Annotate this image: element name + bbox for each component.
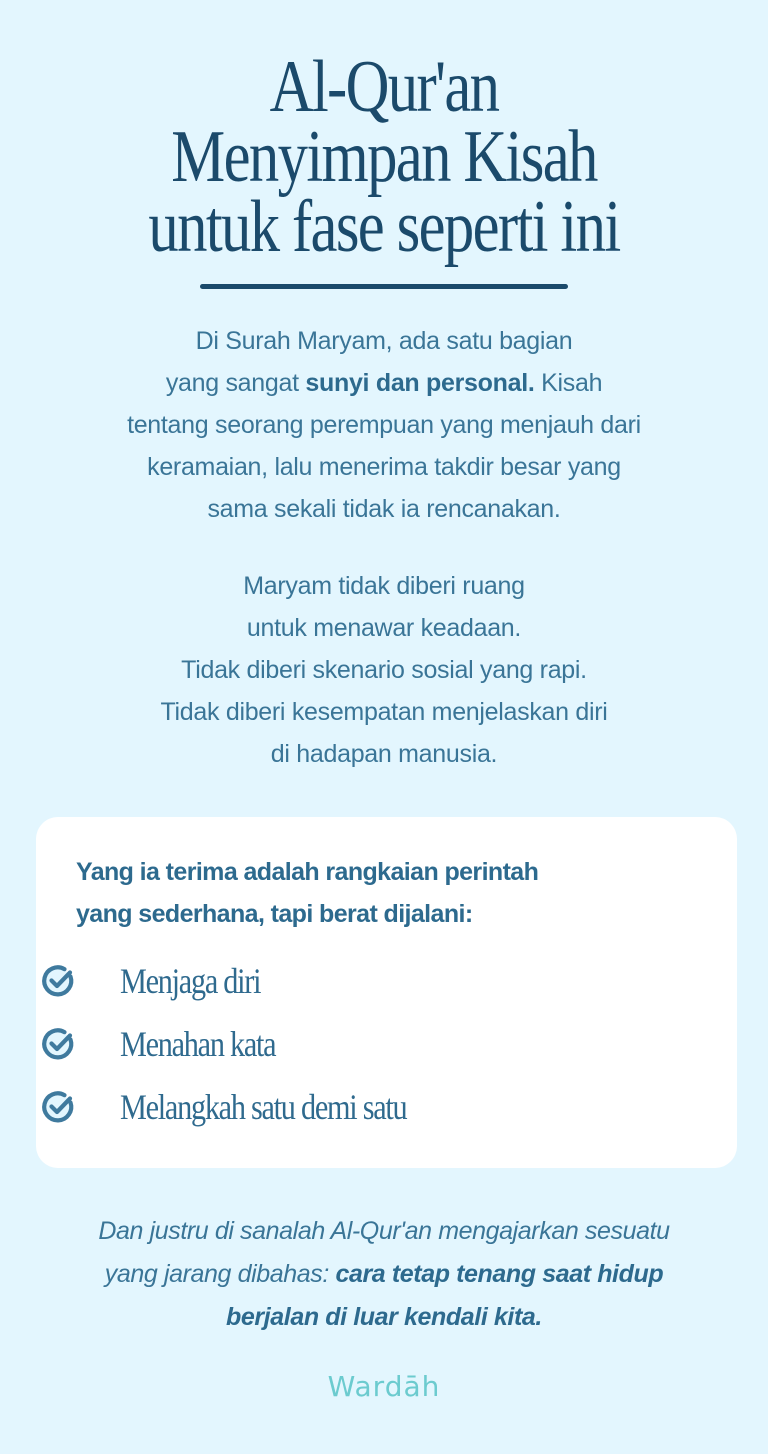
- check-circle-icon: [40, 963, 76, 999]
- intro-line-5: sama sekali tidak ia rencanakan.: [207, 495, 561, 523]
- second-line-2: untuk menawar keadaan.: [246, 614, 522, 642]
- checklist-label: Menahan kata: [120, 1024, 276, 1064]
- intro-paragraph: [0, 320, 768, 530]
- second-line-1: Maryam tidak diberi ruang: [243, 572, 525, 600]
- intro-line-3: tentang seorang perempuan yang menjauh dari: [127, 411, 641, 439]
- card-heading-line-1: Yang ia terima adalah rangkaian perintah: [76, 858, 539, 886]
- closing-paragraph: [0, 1210, 768, 1339]
- title-divider: [200, 284, 568, 289]
- checklist-item: [40, 1082, 461, 1132]
- second-paragraph: [0, 565, 768, 775]
- intro-line-4: keramaian, lalu menerima takdir besar yang: [147, 453, 621, 481]
- second-line-3: Tidak diberi skenario sosial yang rapi.: [181, 656, 587, 684]
- closing-line-3: [0, 1296, 768, 1339]
- title-line-1: Al-Qur'an: [269, 46, 499, 128]
- closing-emphasis-1: cara tetap tenang saat hidup: [335, 1260, 664, 1288]
- closing-line-2: [0, 1253, 768, 1296]
- intro-line-2-post: Kisah: [534, 369, 603, 397]
- intro-line-2: [0, 362, 768, 404]
- intro-line-2-pre: yang sangat: [165, 369, 306, 397]
- second-line-5: di hadapan manusia.: [270, 740, 498, 768]
- checklist-item: [40, 1019, 305, 1069]
- closing-line-2-pre: yang jarang dibahas:: [104, 1260, 336, 1288]
- card-heading-line-2: yang sederhana, tapi berat dijalani:: [76, 900, 473, 928]
- checklist-label: Menjaga diri: [120, 961, 261, 1001]
- intro-emphasis: sunyi dan personal.: [305, 369, 535, 397]
- checklist-item: [40, 956, 287, 1006]
- second-line-4: Tidak diberi kesempatan menjelaskan diri: [160, 698, 608, 726]
- closing-line-1: Dan justru di sanalah Al-Qur'an mengajarkan sesuatu: [98, 1217, 670, 1245]
- check-circle-icon: [40, 1026, 76, 1062]
- title-line-3: untuk fase seperti ini: [148, 186, 620, 268]
- closing-emphasis-2: berjalan di luar kendali kita.: [226, 1303, 542, 1331]
- title-line-2: Menyimpan Kisah: [171, 116, 597, 198]
- checklist-label: Melangkah satu demi satu: [120, 1087, 407, 1127]
- brand-logo: Wardāh: [327, 1370, 441, 1403]
- intro-line-1: Di Surah Maryam, ada satu bagian: [195, 327, 573, 355]
- page-title: [69, 46, 699, 268]
- check-circle-icon: [40, 1089, 76, 1125]
- card-heading: [76, 851, 538, 935]
